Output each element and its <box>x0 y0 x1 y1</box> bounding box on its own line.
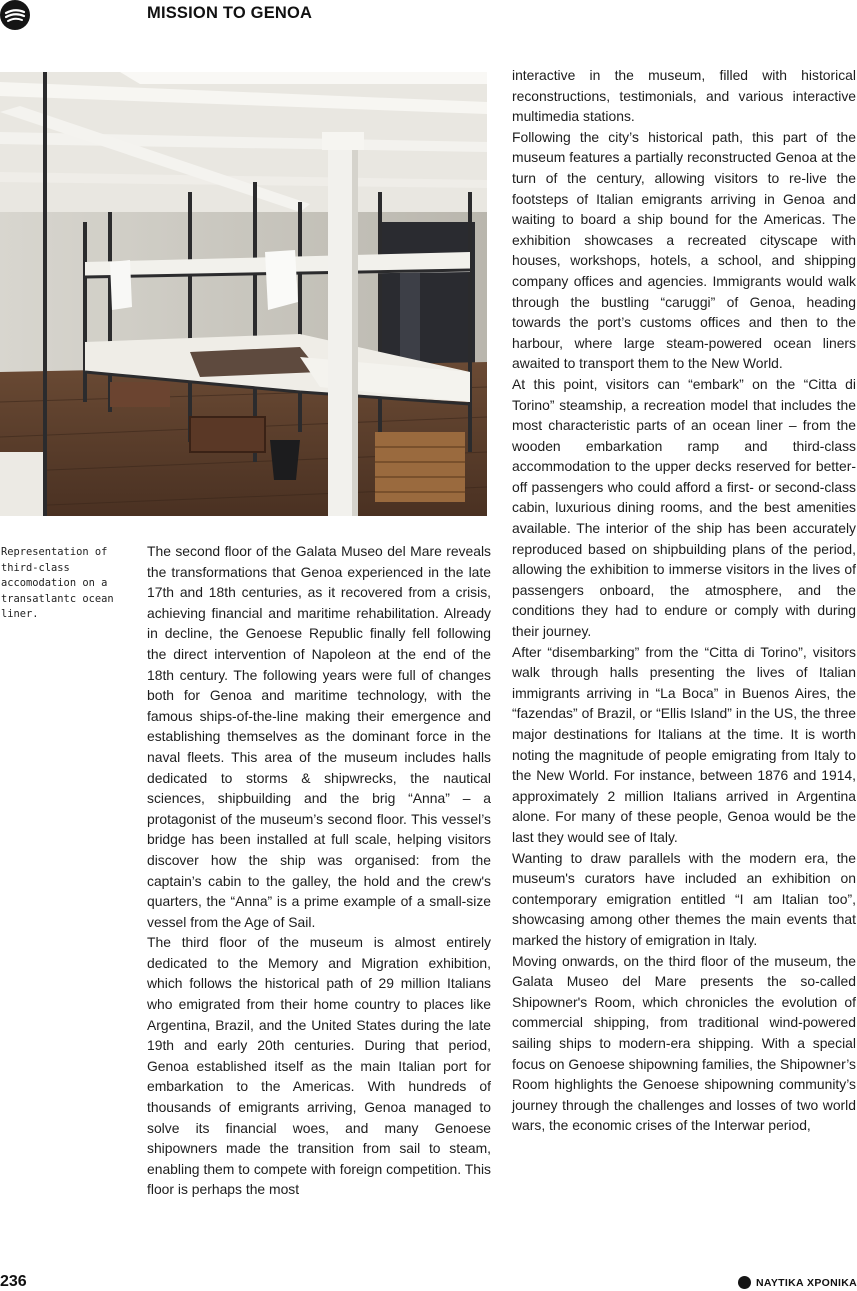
paragraph: After “disembarking” from the “Citta di Torino”, visitors walk through halls presenting the lives of Italian immigrants arriving in “La Boca” in Buenos Aires, the “fazendas” of Brazil, or “Ellis Island” in the US, the three major destinations for Italians at the time. It is worth noting the magnitude of people emigrating from Italy to the New World. For instance, between 1876 and 1914, approximately 2 million Italians arrived in Argentina alone. For many of these people, Genoa would be the last they would see of Italy. <box>512 643 856 845</box>
brand-logo-icon <box>738 1276 751 1289</box>
page-number: 236 <box>0 1273 27 1290</box>
body-column-left <box>147 541 491 1200</box>
footer-brand <box>738 1276 857 1289</box>
paragraph: Wanting to draw parallels with the modern era, the museum's curators have included an exhibition on contemporary emigration entitled “I am Italian too”, showcasing among other themes the main events that marked the history of emigration in Italy. <box>512 849 856 948</box>
photo-caption: Representation of third-class accomodation on a transatlantc ocean liner. <box>1 546 114 620</box>
paragraph: The third floor of the museum is almost entirely dedicated to the Memory and Migration exhibition, which follows the historical path of 29 million Italians who emigrated from their home country to places like Argentina, Brazil, and the United States during the late 19th and early 20th centuries. During that period, Genoa established itself as the main Italian port for embarkation to the Americas. With hundreds of thousands of emigrants arriving, Genoa managed to solve its financial woes, and many Genoese shipowners made the transition from sail to steam, enabling them to compete with foreign competition. This floor is perhaps the most <box>147 934 491 1198</box>
paragraph: At this point, visitors can “embark” on the “Citta di Torino” steamship, a recreation model that includes the most characteristic parts of an ocean liner – from the wooden embarkation ramp and third-class accommodation to the upper decks reserved for better-off passengers who could afford a first- or second-class cabin, luxurious dining rooms, and the best amenities available. The interior of the ship has been accurately reproduced based on shipbuilding plans of the period, allowing the exhibition to immerse visitors in the lives of passengers onboard, the atmosphere, and the conditions they had to endure or comply with during their journey. <box>512 375 856 640</box>
magazine-logo-icon <box>0 0 30 30</box>
bunk-room-photo <box>0 72 487 516</box>
paragraph: Following the city’s historical path, this part of the museum features a partially reconstructed Genoa at the turn of the century, allowing visitors to re-live the footsteps of Italian emigrants arriving in Genoa and waiting to board a ship bound for the Americas. The exhibition showcases a recreated cityscape with houses, workshops, hotels, a school, and shipping company offices and agencies. Immigrants would walk through the bustling “caruggi” of Genoa, heading towards the port’s customs offices and then to the harbour, where large steam-powered ocean liners awaited to transport them to the New World. <box>512 128 856 372</box>
section-title: MISSION TO GENOA <box>147 4 313 22</box>
paragraph: Moving onwards, on the third floor of the museum, the Galata Museo del Mare presents the so-called Shipowner's Room, which chronicles the evolution of commercial shipping, from traditional wind-powered sailing ships to modern-era shipping. With a special focus on Genoese shipowning families, the Shipowner’s Room highlights the Genoese shipowning community’s journey through the challenges and losses of two world wars, the economic crises of the Interwar period, <box>512 952 856 1134</box>
brand-name: ΝΑΥΤΙΚΑ ΧΡΟΝΙΚΑ <box>756 1276 857 1289</box>
paragraph: interactive in the museum, filled with historical reconstructions, testimonials, and various interactive multimedia stations. <box>512 67 856 125</box>
body-column-right <box>512 65 856 1136</box>
paragraph: The second floor of the Galata Museo del Mare reveals the transformations that Genoa experienced in the late 17th and 18th centuries, as it recovered from a crisis, achieving financial and maritime rehabilitation. Already in decline, the Genoese Republic finally fell following the direct intervention of Napoleon at the end of the 18th century. The following years were full of changes both for Genoa and maritime technology, with the famous ships-of-the-line making their emergence and establishing themselves as the dominant force in the naval fleets. This area of the museum includes halls dedicated to storms & shipwrecks, the nautical sciences, shipbuilding and the brig “Anna” – a protagonist of the museum’s second floor. This vessel’s bridge has been installed at full scale, helping visitors discover how the ship was organised: from the captain’s cabin to the galley, the hold and the crew's quarters, the “Anna” is a prime example of a small-size vessel from the Age of Sail. <box>147 543 491 930</box>
